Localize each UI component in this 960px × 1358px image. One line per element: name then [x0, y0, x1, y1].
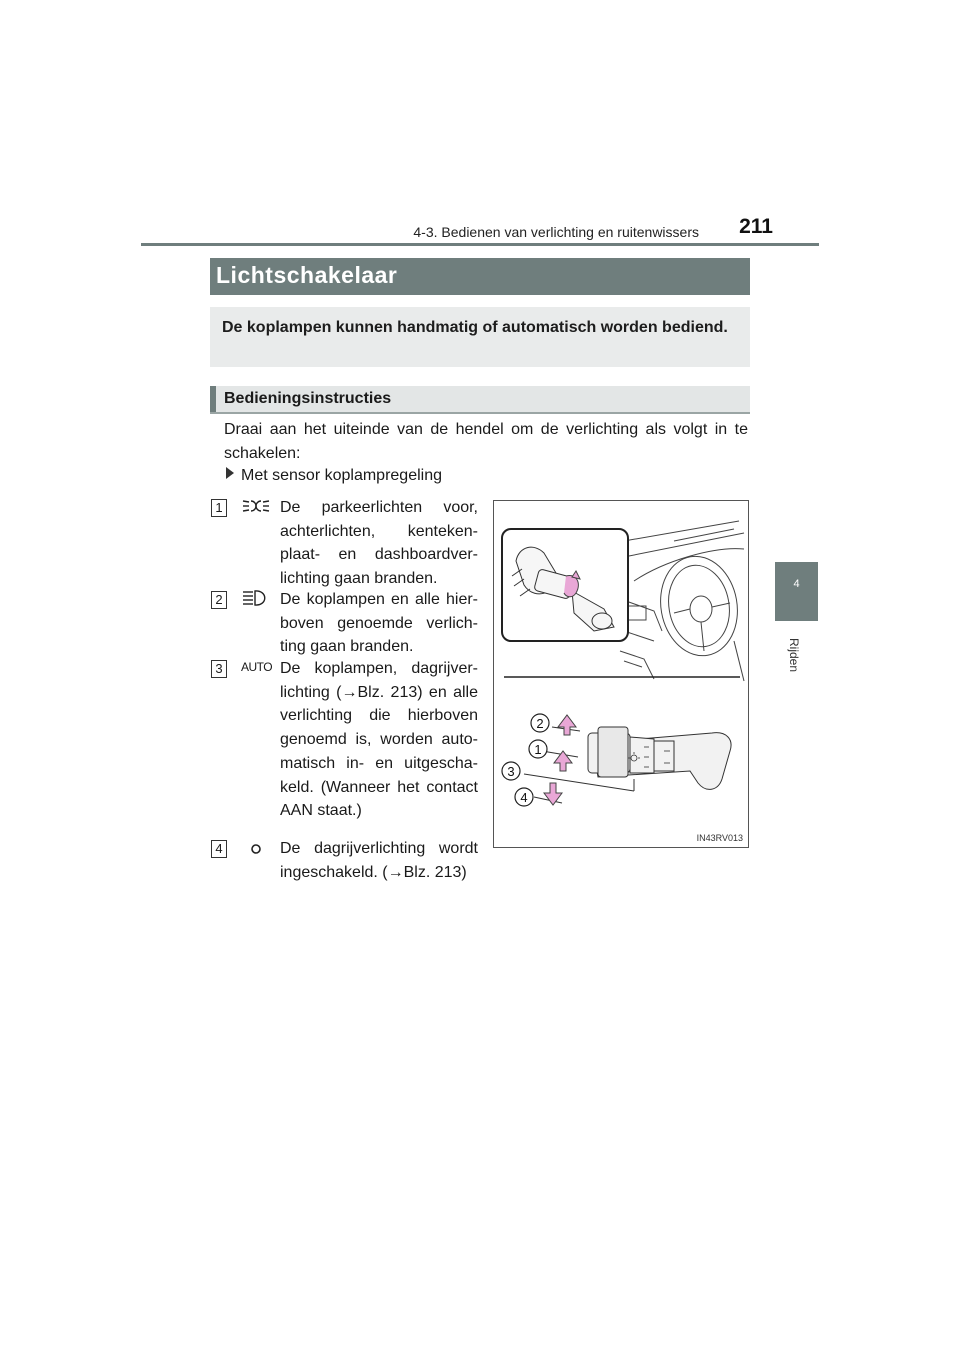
page-header [141, 212, 819, 244]
item-text: De koplampen, dagrijver- lichting (→Blz. 213) en alle verlichting die hierboven genoemd is, worden auto- matisch in- en uitgescha- keld. (Wanneer het contact AAN staat.) [280, 660, 478, 820]
page-title: Lichtschakelaar [216, 262, 398, 288]
figure-code: IN43RV013 [696, 833, 743, 843]
drl-off-icon [248, 840, 264, 861]
triangle-bullet-icon [226, 467, 234, 479]
title-bar [210, 258, 750, 295]
bullet-text: Met sensor koplampregeling [241, 467, 442, 484]
item-number: 4 [211, 840, 227, 858]
bullet-item [226, 467, 442, 485]
item-number: 2 [211, 591, 227, 609]
light-switch-illustration [493, 500, 749, 848]
page-number: 211 [739, 215, 773, 238]
item-text: De parkeerlichten voor, achterlichten, kenteken- plaat- en dashboardver- lichting gaan branden. [280, 499, 478, 588]
headlights-icon [241, 588, 271, 613]
subheading-bar [210, 386, 750, 414]
callout-3: 3 [507, 764, 515, 779]
auto-icon: AUTO [241, 660, 273, 674]
chapter-tab [775, 562, 818, 621]
callout-1: 1 [534, 742, 542, 757]
intro-text: De koplampen kunnen handmatig of automatisch worden bediend. [222, 319, 728, 336]
chapter-label-box [783, 632, 803, 682]
section-title: 4-3. Bedienen van verlichting en ruitenwissers [413, 224, 699, 240]
header-rule [141, 243, 819, 246]
item-text: De koplampen en alle hier- boven genoemde verlich- ting gaan branden. [280, 591, 478, 656]
item-number: 1 [211, 499, 227, 517]
body-text: Draai aan het uiteinde van de hendel om de verlichting als volgt in te schakelen: [224, 421, 748, 462]
callout-4: 4 [520, 790, 528, 805]
chapter-label: Rijden [787, 637, 801, 673]
chapter-number: 4 [793, 578, 800, 590]
subheading-accent [210, 386, 216, 412]
item-text: De dagrijverlichting wordt ingeschakeld. (→Blz. 213) [280, 840, 478, 881]
item-number: 3 [211, 660, 227, 678]
intro-box [210, 307, 750, 367]
parking-lights-icon [241, 496, 271, 521]
subheading: Bedieningsinstructies [224, 390, 392, 407]
callout-2: 2 [536, 716, 544, 731]
